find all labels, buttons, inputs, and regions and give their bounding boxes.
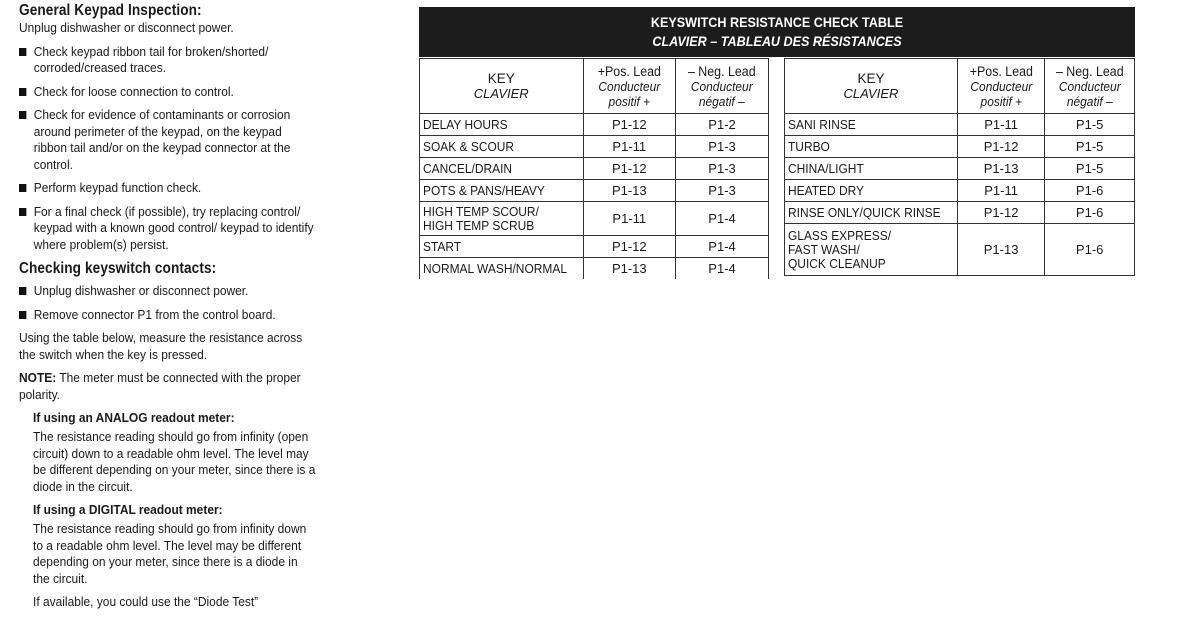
bullet-item: Check keypad ribbon tail for broken/shorted/ corroded/creased traces. bbox=[19, 44, 317, 77]
bullet-item: Unplug dishwasher or disconnect power. bbox=[19, 283, 317, 300]
resistance-table-left bbox=[419, 58, 769, 279]
table-row: SANI RINSE P1-11 P1-5 bbox=[785, 114, 1135, 136]
bullet-item: Check for evidence of contaminants or corrosion around perimeter of the keypad, on the keypad ribbon tail and/or on the keypad connector at the control. bbox=[19, 107, 317, 173]
bullet-item: Perform keypad function check. bbox=[19, 180, 317, 197]
analog-heading: If using an ANALOG readout meter: bbox=[33, 410, 235, 425]
keyswitch-contacts-section bbox=[19, 260, 319, 611]
pos-column-header: +Pos. Lead Conducteur positif + bbox=[957, 59, 1044, 114]
digital-heading: If using a DIGITAL readout meter: bbox=[33, 502, 223, 517]
table-row: TURBO P1-12 P1-5 bbox=[785, 136, 1135, 158]
neg-column-header: – Neg. Lead Conducteur négatif – bbox=[676, 59, 769, 114]
note-text: The meter must be connected with the proper polarity. bbox=[19, 370, 301, 402]
general-inspection-heading: General Keypad Inspection: bbox=[19, 2, 202, 19]
bullet-item: Check for loose connection to control. bbox=[19, 84, 317, 101]
note-paragraph bbox=[19, 370, 317, 403]
contacts-bullet-list bbox=[19, 283, 319, 323]
instructions-column bbox=[19, 2, 319, 618]
general-inspection-section bbox=[19, 2, 319, 253]
table-row: HEATED DRY P1-11 P1-6 bbox=[785, 180, 1135, 202]
table-subtitle: CLAVIER – TABLEAU DES RÉSISTANCES bbox=[652, 33, 902, 49]
table-header-row bbox=[420, 59, 769, 114]
bullet-item: For a final check (if possible), try replacing control/ keypad with a known good control/ keypad to identify where problem(s) persist. bbox=[19, 204, 317, 254]
table-title-bar bbox=[419, 7, 1135, 57]
table-header-row bbox=[785, 59, 1135, 114]
table-row: POTS & PANS/HEAVY P1-13 P1-3 bbox=[420, 180, 769, 202]
intro-text: Unplug dishwasher or disconnect power. bbox=[19, 20, 234, 35]
table-title: KEYSWITCH RESISTANCE CHECK TABLE bbox=[650, 14, 904, 30]
table-row: RINSE ONLY/QUICK RINSE P1-12 P1-6 bbox=[785, 202, 1135, 224]
table-row: START P1-12 P1-4 bbox=[420, 236, 769, 258]
pos-column-header: +Pos. Lead Conducteur positif + bbox=[583, 59, 676, 114]
table-row: NORMAL WASH/NORMAL P1-13 P1-4 bbox=[420, 258, 769, 280]
note-label: NOTE: bbox=[19, 370, 57, 385]
resistance-table-block bbox=[419, 7, 1135, 276]
table-row: SOAK & SCOUR P1-11 P1-3 bbox=[420, 136, 769, 158]
neg-column-header: – Neg. Lead Conducteur négatif – bbox=[1045, 59, 1135, 114]
measure-text: Using the table below, measure the resistance across the switch when the key is pressed. bbox=[19, 330, 303, 362]
resistance-table-right bbox=[784, 58, 1135, 276]
table-row: HIGH TEMP SCOUR/ HIGH TEMP SCRUB P1-11 P1-4 bbox=[420, 202, 769, 236]
bullet-item: Remove connector P1 from the control board. bbox=[19, 307, 317, 324]
table-row: CANCEL/DRAIN P1-12 P1-3 bbox=[420, 158, 769, 180]
table-row: GLASS EXPRESS/ FAST WASH/ QUICK CLEANUP P1-13 P1-6 bbox=[785, 224, 1135, 276]
keyswitch-contacts-heading: Checking keyswitch contacts: bbox=[19, 260, 217, 277]
table-row: DELAY HOURS P1-12 P1-2 bbox=[420, 114, 769, 136]
diode-test-text: If available, you could use the “Diode Test” bbox=[33, 594, 259, 609]
key-column-header: KEY CLAVIER bbox=[785, 59, 958, 114]
key-column-header: KEY CLAVIER bbox=[420, 59, 584, 114]
inspection-bullet-list bbox=[19, 44, 319, 254]
analog-text: The resistance reading should go from infinity (open circuit) down to a readable ohm level. The level may be different depending on your meter, since there is a diode in the circuit. bbox=[33, 429, 316, 494]
table-row: CHINA/LIGHT P1-13 P1-5 bbox=[785, 158, 1135, 180]
digital-text: The resistance reading should go from infinity down to a readable ohm level. The level may be different depending on your meter, since there is a diode in the circuit. bbox=[33, 521, 307, 586]
